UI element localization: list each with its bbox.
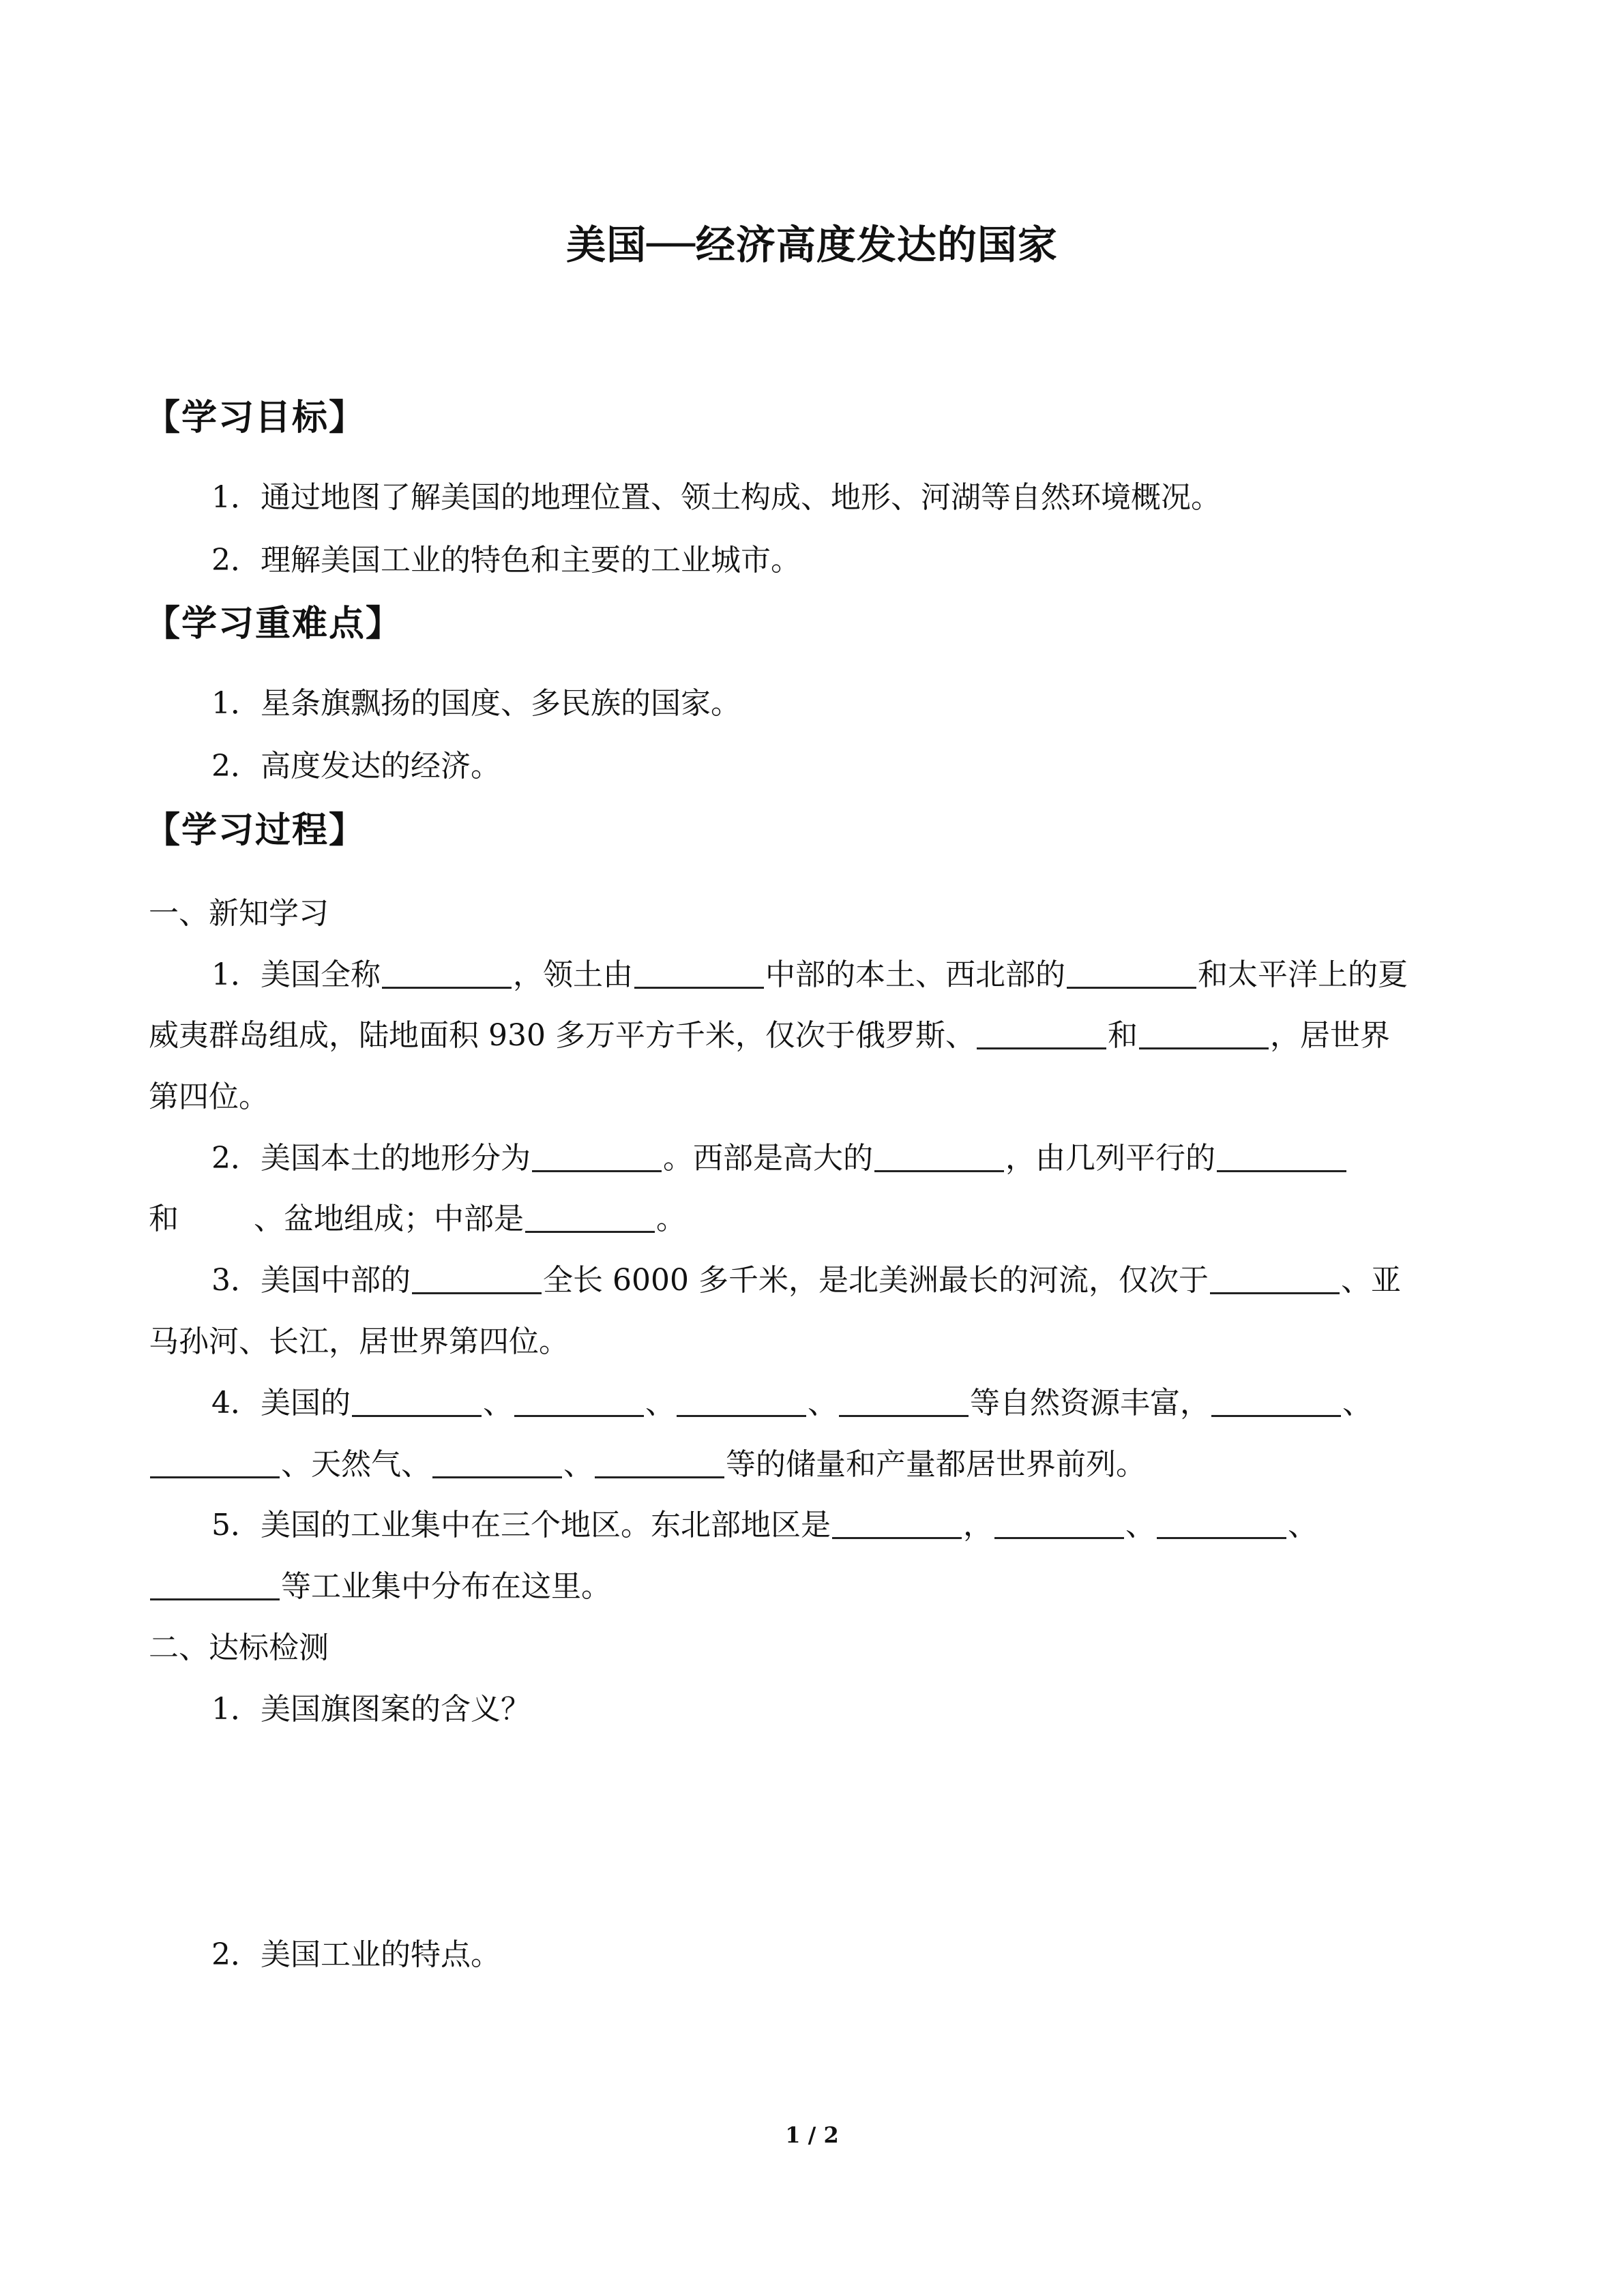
check-question-2: 2．美国工业的特点。 xyxy=(211,1937,501,1972)
fill-blank[interactable] xyxy=(677,1385,806,1417)
question-1-line-1: 1．美国全称 ，领土由 中部的本土、西北部的 和太平洋上的夏 xyxy=(211,957,1408,992)
fill-blank[interactable] xyxy=(874,1140,1004,1172)
fill-blank[interactable] xyxy=(150,1568,280,1600)
fill-blank[interactable] xyxy=(832,1507,962,1539)
objective-item: 1．通过地图了解美国的地理位置、领土构成、地形、河湖等自然环境概况。 xyxy=(211,480,1221,515)
question-5-line-2: 等工业集中分布在这里。 xyxy=(149,1562,1477,1605)
part2-heading: 二、达标检测 xyxy=(149,1630,329,1665)
fill-blank[interactable] xyxy=(412,1262,542,1294)
fill-blank[interactable] xyxy=(150,1446,280,1478)
fill-blank[interactable] xyxy=(994,1507,1124,1539)
part1-heading: 一、新知学习 xyxy=(149,896,329,931)
key-point-item: 1．星条旗飘扬的国度、多民族的国家。 xyxy=(211,686,741,721)
objective-item: 2．理解美国工业的特色和主要的工业城市。 xyxy=(211,543,801,578)
fill-blank[interactable] xyxy=(532,1140,662,1172)
key-points-heading: 【学习重难点】 xyxy=(145,603,403,644)
fill-blank[interactable] xyxy=(1139,1017,1269,1049)
question-2-line-1: 2．美国本土的地形分为 。西部是高大的 ，由几列平行的 xyxy=(211,1133,1477,1177)
question-3-line-2: 马孙河、长江，居世界第四位。 xyxy=(149,1324,569,1359)
document-title: 美国──经济高度发达的国家 xyxy=(566,222,1058,268)
fill-blank[interactable] xyxy=(1210,1262,1340,1294)
fill-blank[interactable] xyxy=(352,1385,482,1417)
fill-blank[interactable] xyxy=(1211,1385,1341,1417)
fill-blank[interactable] xyxy=(634,957,764,989)
question-2-line-2: 和 、盆地组成；中部是 。 xyxy=(149,1202,686,1236)
fill-blank[interactable] xyxy=(1067,957,1196,989)
fill-blank[interactable] xyxy=(1217,1140,1346,1172)
check-question-1: 1．美国旗图案的含义？ xyxy=(211,1692,531,1727)
fill-blank[interactable] xyxy=(525,1201,655,1233)
fill-blank[interactable] xyxy=(595,1446,724,1478)
question-3-line-1: 3．美国中部的 全长 6000 多千米，是北美洲最长的河流，仅次于 、亚 xyxy=(211,1263,1401,1298)
question-4-line-2: 、天然气、 、 等的储量和产量都居世界前列。 xyxy=(149,1440,1477,1483)
page-number: 1 / 2 xyxy=(785,2122,839,2148)
question-1-line-3: 第四位。 xyxy=(149,1079,269,1114)
fill-blank[interactable] xyxy=(382,957,512,989)
question-1-line-2: 威夷群岛组成，陆地面积 930 多万平方千米，仅次于俄罗斯、 和 ，居世界 xyxy=(149,1018,1390,1053)
fill-blank[interactable] xyxy=(1157,1507,1286,1539)
fill-blank[interactable] xyxy=(432,1446,562,1478)
question-5-line-1: 5．美国的工业集中在三个地区。东北部地区是 ， 、 、 xyxy=(211,1508,1318,1542)
fill-blank[interactable] xyxy=(839,1385,969,1417)
process-heading: 【学习过程】 xyxy=(145,810,366,851)
fill-blank[interactable] xyxy=(514,1385,644,1417)
key-point-item: 2．高度发达的经济。 xyxy=(211,749,501,784)
fill-blank[interactable] xyxy=(977,1017,1106,1049)
question-4-line-1: 4．美国的 、 、 、 等自然资源丰富， 、 xyxy=(211,1386,1372,1420)
objectives-heading: 【学习目标】 xyxy=(145,398,366,438)
